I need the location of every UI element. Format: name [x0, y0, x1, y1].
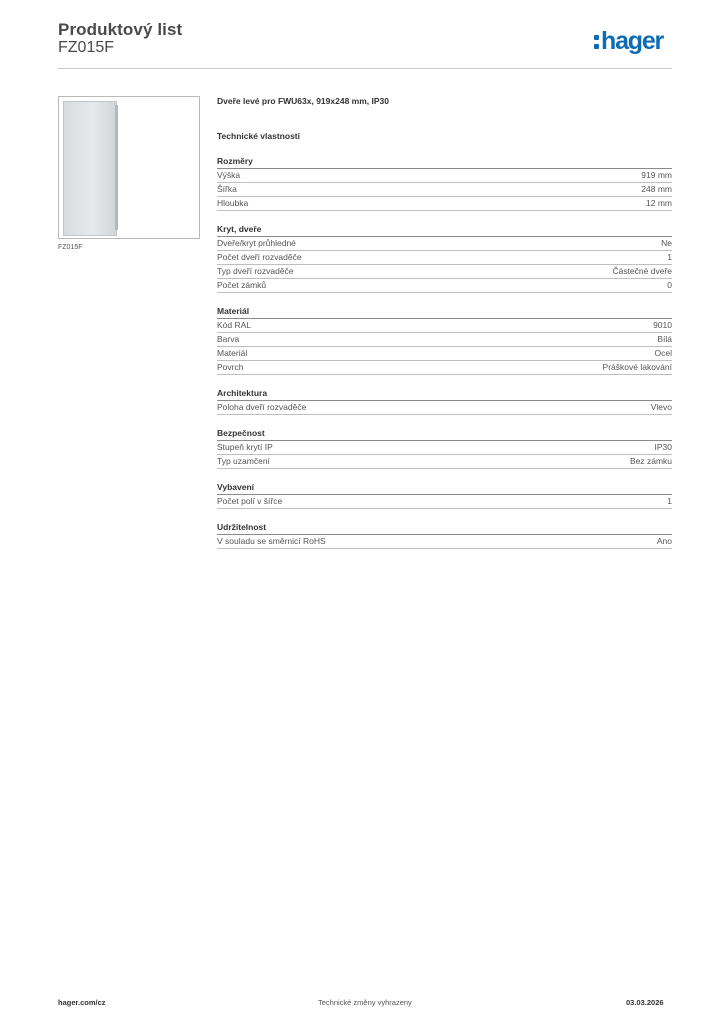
spec-label: Kód RAL [217, 320, 252, 330]
group-title: Bezpečnost [217, 428, 672, 441]
spec-label: Výška [217, 170, 241, 180]
spec-value: 0 [667, 280, 672, 290]
header-divider [58, 68, 672, 69]
spec-group [217, 482, 672, 509]
spec-label: Materiál [217, 348, 248, 358]
spec-label: Dveře/kryt průhledné [217, 238, 296, 248]
group-title: Architektura [217, 388, 672, 401]
spec-label: Typ uzamčení [217, 456, 270, 466]
spec-row [217, 279, 672, 293]
spec-row [217, 333, 672, 347]
spec-row [217, 361, 672, 375]
group-title: Vybavení [217, 482, 672, 495]
spec-row [217, 347, 672, 361]
spec-row [217, 265, 672, 279]
spec-row [217, 455, 672, 469]
spec-label: Typ dveří rozvaděče [217, 266, 294, 276]
spec-value: Bílá [657, 334, 672, 344]
spec-group [217, 428, 672, 469]
spec-row [217, 401, 672, 415]
spec-value: 1 [667, 252, 672, 262]
spec-label: Barva [217, 334, 240, 344]
logo-text: hager [601, 27, 664, 55]
spec-label: V souladu se směrnicí RoHS [217, 536, 326, 546]
spec-group [217, 224, 672, 293]
spec-row [217, 237, 672, 251]
spec-value: Bez zámku [629, 456, 672, 466]
spec-value: Vlevo [650, 402, 672, 412]
spec-label: Hloubka [217, 198, 249, 208]
spec-content [217, 96, 672, 562]
footer-website: hager.com/cz [58, 998, 106, 1007]
spec-label: Počet zámků [217, 280, 267, 290]
spec-value: Částečné dveře [612, 266, 672, 276]
footer-note: Technické změny vyhrazeny [318, 998, 412, 1007]
page-title: Produktový list [58, 20, 183, 39]
spec-label: Stupeň krytí IP [217, 442, 273, 452]
product-image [58, 96, 200, 239]
spec-group [217, 522, 672, 549]
spec-groups [217, 156, 672, 549]
door-panel-illustration [63, 101, 117, 236]
spec-row [217, 319, 672, 333]
product-title: Dveře levé pro FWU63x, 919x248 mm, IP30 [217, 96, 389, 106]
spec-row [217, 169, 672, 183]
spec-row [217, 441, 672, 455]
spec-value: 248 mm [641, 184, 672, 194]
spec-label: Poloha dveří rozvaděče [217, 402, 307, 412]
spec-row [217, 251, 672, 265]
spec-value: 1 [667, 496, 672, 506]
spec-value: Ne [661, 238, 672, 248]
group-title: Materiál [217, 306, 672, 319]
spec-value: Ano [656, 536, 672, 546]
spec-row [217, 197, 672, 211]
spec-label: Šířka [217, 184, 237, 194]
spec-value: 9010 [653, 320, 672, 330]
spec-group [217, 306, 672, 375]
spec-label: Počet dveří rozvaděče [217, 252, 302, 262]
product-code: FZ015F [58, 39, 115, 56]
spec-row [217, 495, 672, 509]
spec-value: 919 mm [641, 170, 672, 180]
spec-label: Povrch [217, 362, 244, 372]
spec-group [217, 388, 672, 415]
spec-group [217, 156, 672, 211]
hager-logo [594, 28, 663, 54]
image-caption: FZ015F [58, 244, 83, 251]
logo-dots-icon [594, 33, 599, 49]
spec-row [217, 535, 672, 549]
group-title: Kryt, dveře [217, 224, 672, 237]
spec-value: Ocel [654, 348, 672, 358]
spec-value: IP30 [654, 442, 672, 452]
spec-label: Počet polí v šířce [217, 496, 283, 506]
spec-row [217, 183, 672, 197]
door-edge-illustration [115, 105, 118, 230]
spec-value: Práškové lakování [602, 362, 672, 372]
group-title: Udržitelnost [217, 522, 672, 535]
spec-value: 12 mm [646, 198, 672, 208]
group-title: Rozměry [217, 156, 672, 169]
section-title: Technické vlastnosti [217, 131, 300, 141]
footer-date: 03.03.2026 [626, 998, 664, 1007]
